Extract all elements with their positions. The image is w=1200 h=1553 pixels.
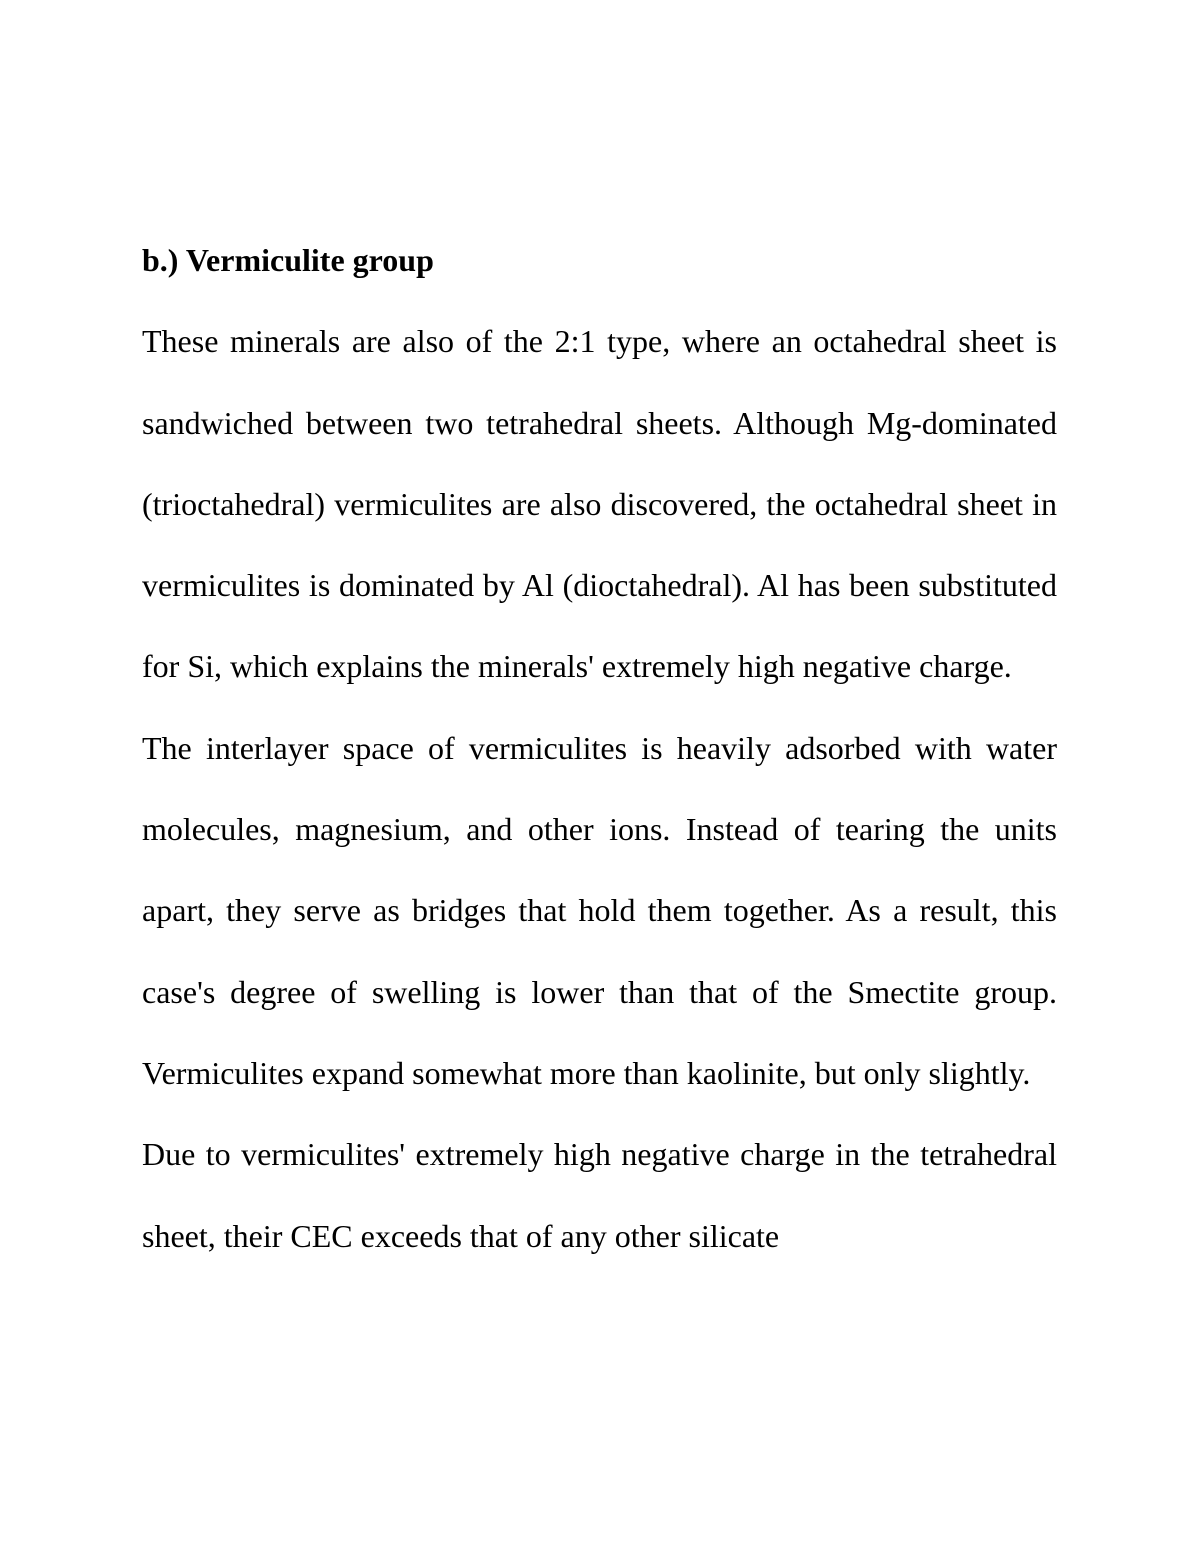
section-heading: b.) Vermiculite group [142, 242, 434, 278]
paragraph-interlayer: The interlayer space of vermiculites is heavily adsorbed with water molecules, magnesium, and other ions. Instead of tearing the units apart, they serve as bridges that hold them together. As a result, this case's degree of swelling is lower than that of the Smectite group. Vermiculites expand somewhat more than kaolinite, but only slightly. [142, 729, 1057, 1091]
paragraph-structure: These minerals are also of the 2:1 type, where an octahedral sheet is sandwiched between two tetrahedral sheets. Although Mg-dominated (trioctahedral) vermiculites are also discovered, the octahedral sheet in vermiculites is dominated by Al (dioctahedral). Al has been substituted for Si, which explains the minerals' extremely high negative charge. [142, 323, 1057, 685]
paragraph-cec: Due to vermiculites' extremely high negative charge in the tetrahedral sheet, their CEC exceeds that of any other silicate [142, 1136, 1057, 1254]
document-body [142, 220, 1057, 1277]
